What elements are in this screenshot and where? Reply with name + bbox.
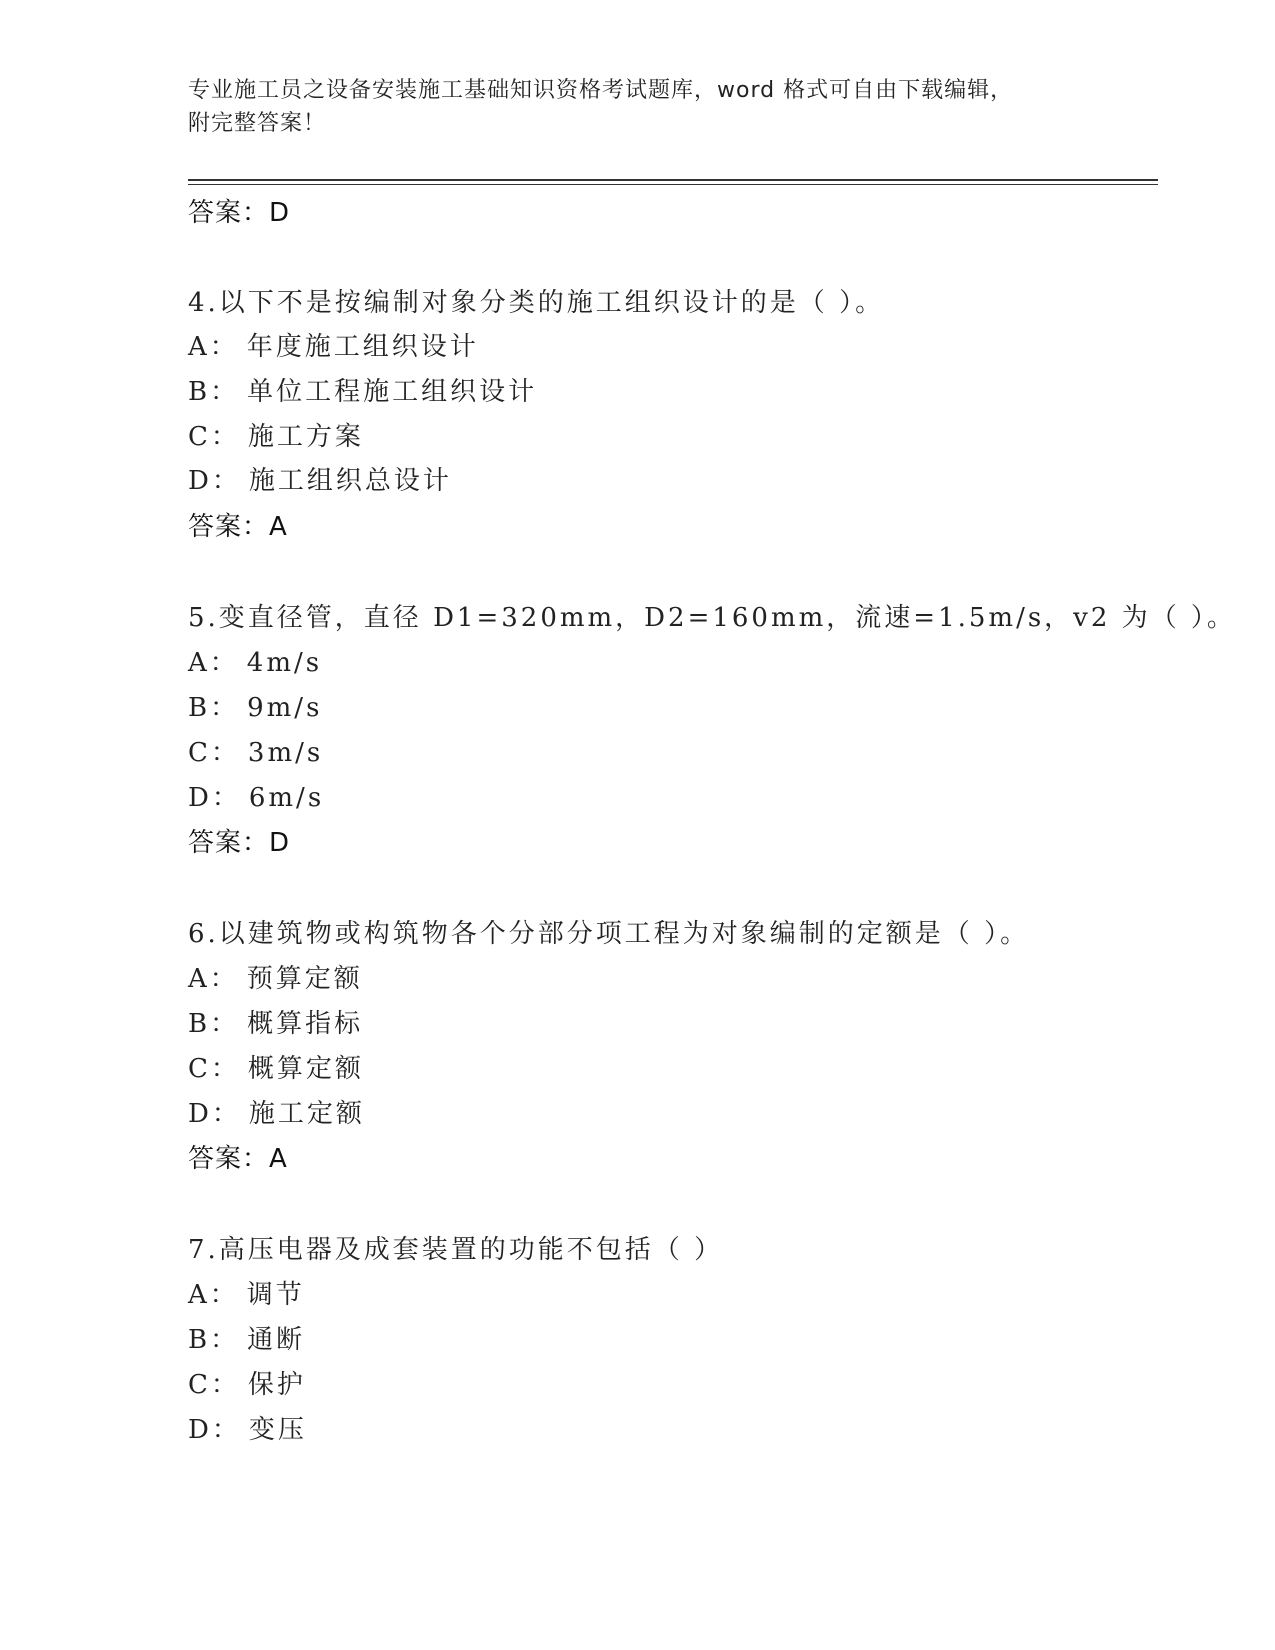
option-letter: C： <box>188 1054 240 1084</box>
option-text: 概算指标 <box>247 1009 364 1039</box>
question-4-option-c <box>188 416 364 453</box>
option-text: 通断 <box>247 1325 306 1355</box>
option-text: 6m/s <box>248 783 325 813</box>
question-7-option-b <box>188 1319 305 1356</box>
option-letter: B： <box>188 693 240 723</box>
question-7-option-c <box>188 1364 306 1401</box>
option-letter: C： <box>188 738 240 768</box>
question-5-option-c <box>188 732 323 769</box>
option-letter: D： <box>188 783 241 813</box>
option-letter: D： <box>188 466 241 496</box>
question-6-answer: 答案：A <box>188 1144 288 1174</box>
option-letter: C： <box>188 422 240 452</box>
option-text: 保护 <box>247 1370 306 1400</box>
question-5-option-d <box>188 777 324 814</box>
option-letter: B： <box>188 1325 240 1355</box>
option-text: 预算定额 <box>246 964 363 994</box>
header-line-1: 专业施工员之设备安装施工基础知识资格考试题库，word 格式可自由下载编辑， <box>188 78 1014 103</box>
option-text: 施工组织总设计 <box>248 466 452 496</box>
option-letter: A： <box>188 964 239 994</box>
option-letter: A： <box>188 648 239 678</box>
question-6-option-c <box>188 1048 364 1085</box>
option-text: 9m/s <box>247 693 323 723</box>
option-text: 3m/s <box>247 738 324 768</box>
option-text: 施工方案 <box>247 422 364 452</box>
question-4-answer: 答案：A <box>188 512 288 542</box>
question-5-option-a <box>188 642 322 679</box>
question-5-stem: 5.变直径管，直径 D1=320mm，D2=160mm，流速=1.5m/s，v2 为（ ）。 <box>188 603 1236 633</box>
question-7-option-a <box>188 1274 305 1311</box>
question-5-answer: 答案：D <box>188 828 291 858</box>
question-6-option-b <box>188 1003 363 1040</box>
option-text: 年度施工组织设计 <box>246 332 479 362</box>
option-letter: B： <box>188 1009 240 1039</box>
option-text: 4m/s <box>246 648 323 678</box>
option-text: 变压 <box>248 1415 307 1445</box>
question-6-option-d <box>188 1093 365 1130</box>
option-letter: C： <box>188 1370 240 1400</box>
question-4-option-a <box>188 326 479 363</box>
option-letter: B： <box>188 377 240 407</box>
option-text: 调节 <box>246 1280 305 1310</box>
option-letter: D： <box>188 1099 241 1129</box>
option-text: 施工定额 <box>248 1099 365 1129</box>
question-4-option-d <box>188 460 452 497</box>
document-header <box>188 74 1088 140</box>
header-line-2: 附完整答案！ <box>188 111 327 136</box>
option-letter: A： <box>188 1280 239 1310</box>
question-6-stem: 6.以建筑物或构筑物各个分部分项工程为对象编制的定额是（ ）。 <box>188 919 1030 949</box>
question-7-option-d <box>188 1409 307 1446</box>
header-divider-thin <box>188 184 1158 185</box>
option-letter: A： <box>188 332 239 362</box>
question-6-option-a <box>188 958 363 995</box>
previous-answer: 答案：D <box>188 198 291 228</box>
question-5-option-b <box>188 687 322 724</box>
question-4-option-b <box>188 371 537 408</box>
question-4-stem: 4.以下不是按编制对象分类的施工组织设计的是（ ）。 <box>188 288 885 318</box>
header-divider-thick <box>188 179 1158 181</box>
option-letter: D： <box>188 1415 241 1445</box>
question-7-stem: 7.高压电器及成套装置的功能不包括（ ） <box>188 1235 724 1265</box>
option-text: 概算定额 <box>247 1054 364 1084</box>
option-text: 单位工程施工组织设计 <box>247 377 538 407</box>
